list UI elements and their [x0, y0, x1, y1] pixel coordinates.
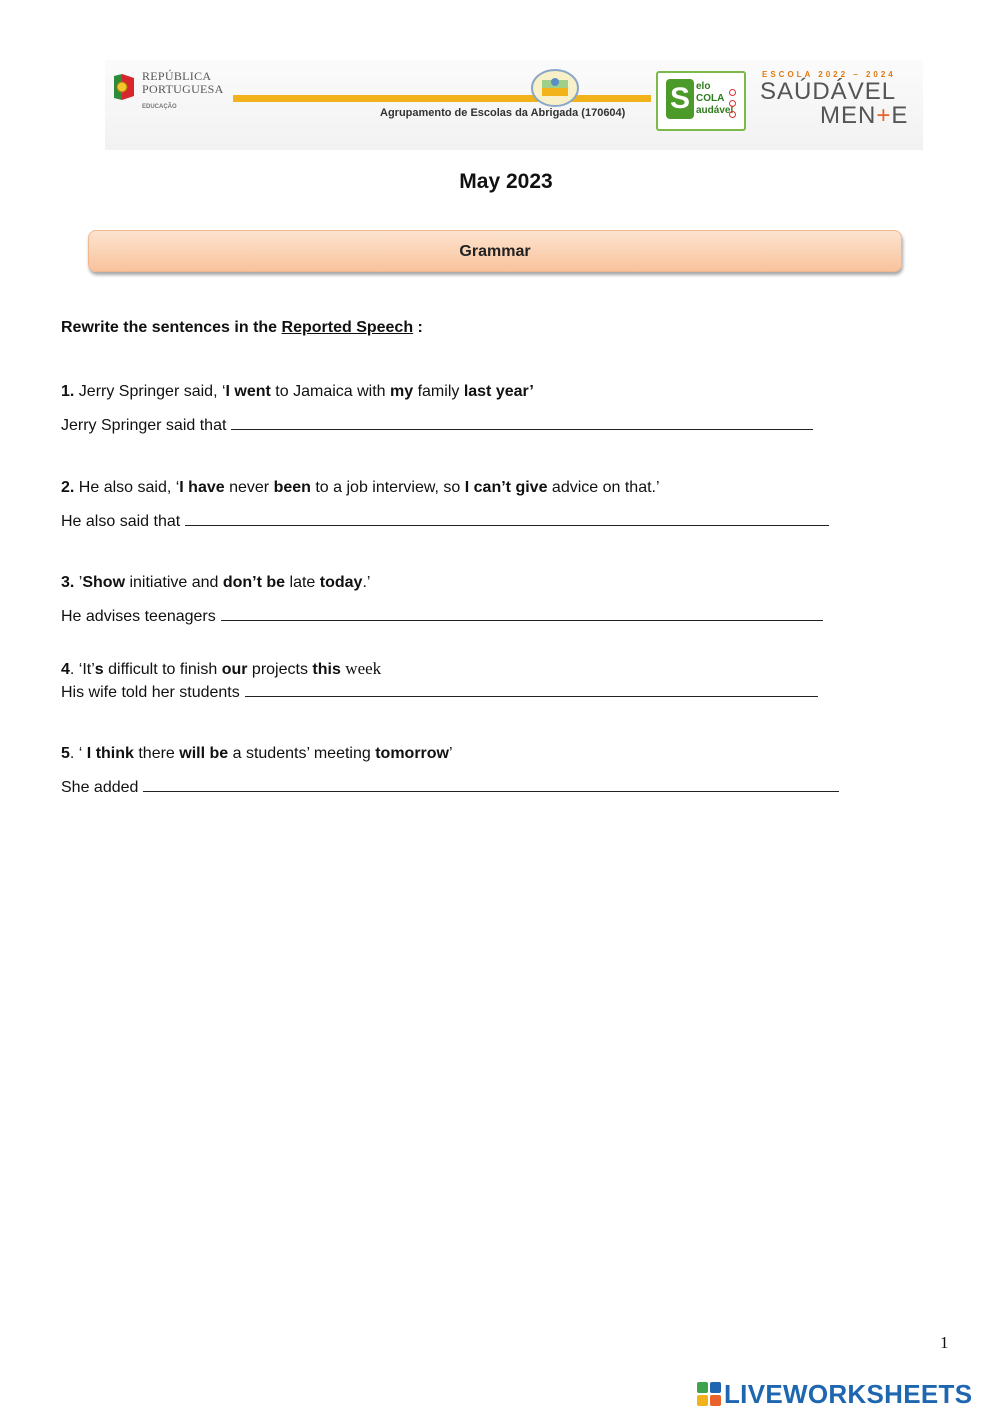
answer-row-2	[61, 510, 829, 531]
saudavel-plus: +	[876, 102, 892, 129]
q-text: ’	[74, 574, 83, 591]
liveworksheets-text: LIVEWORKSHEETS	[724, 1378, 973, 1409]
q-bold: Show	[82, 574, 126, 591]
question-1	[61, 383, 534, 401]
q-text: initiative and	[125, 574, 223, 591]
republica-sub: EDUCAÇÃO	[142, 104, 177, 110]
school-name: Agrupamento de Escolas da Abrigada (170604)	[380, 107, 626, 119]
portugal-flag-icon	[112, 72, 136, 102]
page-title: May 2023	[459, 170, 553, 193]
q-text: never	[224, 479, 274, 496]
answer-row-5	[61, 776, 839, 797]
saudavel-e: E	[891, 102, 909, 129]
selo-line3: audável	[696, 105, 734, 116]
question-number: 1.	[61, 383, 75, 400]
answer-prefix: He advises teenagers	[61, 608, 216, 625]
question-3	[61, 574, 370, 592]
selo-line1: elo	[696, 81, 711, 92]
q-text: ’	[449, 745, 453, 762]
instruction-prefix: Rewrite the sentences in the	[61, 319, 282, 336]
header-gold-bar	[233, 95, 651, 102]
q-text: late	[285, 574, 320, 591]
answer-blank-1[interactable]	[231, 414, 813, 430]
answer-row-4	[61, 681, 818, 702]
q-text: advice on that.’	[547, 479, 660, 496]
q-bold: tomorrow	[375, 745, 449, 762]
q-text: difficult to finish	[103, 661, 222, 678]
q-text: projects	[247, 661, 313, 678]
q-text: to a job interview, so	[310, 479, 465, 496]
republica-line1: REPÚBLICA	[142, 69, 212, 83]
q-text: there	[133, 745, 180, 762]
saudavel-line1: SAÚDÁVEL	[760, 78, 897, 105]
saudavel-mente	[820, 104, 908, 128]
q-text: He also said, ‘	[74, 479, 180, 496]
answer-prefix: Jerry Springer said that	[61, 417, 227, 434]
selo-dots	[729, 89, 735, 122]
q-text: .’	[362, 574, 371, 591]
q-text: . ‘	[69, 745, 87, 762]
instruction	[61, 319, 423, 337]
selo-line2: COLA	[696, 93, 725, 104]
answer-blank-4[interactable]	[245, 681, 818, 697]
answer-blank-3[interactable]	[221, 605, 823, 621]
q-bold: don’t be	[222, 574, 286, 591]
question-number: 5	[61, 745, 70, 762]
q-bold: I went	[225, 383, 271, 400]
question-number: 3.	[61, 574, 75, 591]
question-number: 4	[61, 661, 70, 678]
selo-escola-saudavel-logo	[656, 71, 746, 131]
q-bold: this	[312, 661, 341, 678]
question-5	[61, 745, 453, 763]
answer-blank-5[interactable]	[143, 776, 839, 792]
answer-blank-2[interactable]	[185, 510, 829, 526]
q-bold: today	[319, 574, 363, 591]
q-bold: been	[273, 479, 311, 496]
question-number: 2.	[61, 479, 75, 496]
q-bold: I have	[179, 479, 225, 496]
liveworksheets-logo-icon	[697, 1382, 721, 1406]
question-2	[61, 479, 660, 497]
answer-prefix: She added	[61, 779, 139, 796]
liveworksheets-brand[interactable]	[697, 1376, 972, 1412]
q-text: family	[413, 383, 464, 400]
q-bold: s	[94, 661, 104, 678]
q-bold: will be	[179, 745, 229, 762]
answer-row-1	[61, 414, 813, 435]
q-bold: our	[221, 661, 248, 678]
page-number: 1	[940, 1333, 949, 1352]
selo-s-glyph: S	[666, 79, 694, 119]
republica-portuguesa-logo	[112, 70, 232, 116]
school-seal-icon	[530, 68, 580, 108]
q-text: to Jamaica with	[270, 383, 391, 400]
q-text: . ‘It’	[69, 661, 95, 678]
q-text: a students’ meeting	[228, 745, 376, 762]
republica-line2: PORTUGUESA	[142, 82, 224, 96]
q-bold: I can’t give	[464, 479, 548, 496]
q-text: Jerry Springer said, ‘	[74, 383, 226, 400]
saudavel-men: MEN	[820, 102, 877, 129]
answer-row-3	[61, 605, 823, 626]
instruction-underlined: Reported Speech	[281, 319, 414, 336]
q-bold: I think	[86, 745, 134, 762]
instruction-suffix: :	[413, 319, 423, 336]
q-bold: my	[390, 383, 414, 400]
q-text: week	[345, 659, 382, 678]
section-banner: Grammar	[88, 230, 902, 272]
q-bold: last year’	[463, 383, 534, 400]
answer-prefix: He also said that	[61, 513, 181, 530]
question-4	[61, 659, 381, 679]
saudavel-top: ESCOLA 2022 – 2024	[762, 70, 896, 79]
escola-saudavel-mente-logo	[760, 70, 920, 140]
answer-prefix: His wife told her students	[61, 684, 240, 701]
